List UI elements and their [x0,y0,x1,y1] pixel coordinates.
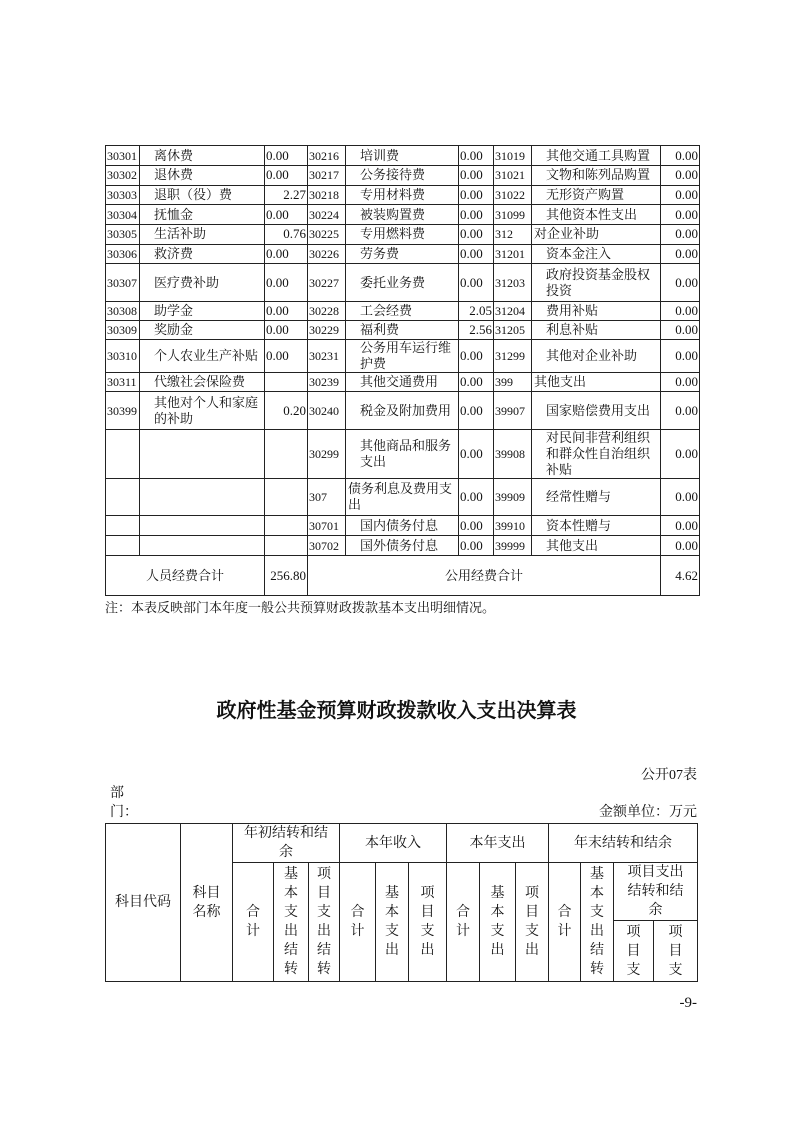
table-row [106,373,700,392]
personnel-amount: 0.20 [265,392,308,430]
public-amount: 0.00 [459,205,494,225]
capital-code: 312 [494,225,532,245]
personnel-name: 其他对个人和家庭的补助 [140,392,265,430]
public-name: 国外债务付息 [346,536,459,556]
header-income-total: 合计 [340,863,376,982]
capital-name: 其他支出 [532,373,661,392]
header-code: 科目代码 [106,824,181,982]
personnel-code: 30303 [106,185,140,205]
capital-code: 31022 [494,185,532,205]
capital-name: 其他资本性支出 [532,205,661,225]
capital-code: 39999 [494,536,532,556]
public-code: 30228 [308,302,346,321]
capital-name: 文物和陈列品购置 [532,166,661,186]
personnel-name: 助学金 [140,302,265,321]
header-opening-project: 项目支出结转 [309,863,340,982]
public-name: 培训费 [346,146,459,166]
table-row [106,146,700,166]
personnel-amount: 0.00 [265,205,308,225]
capital-code: 31204 [494,302,532,321]
public-name: 专用燃料费 [346,225,459,245]
header-closing-total: 合计 [549,863,581,982]
personnel-amount: 2.27 [265,185,308,205]
total-row [106,556,700,596]
personnel-code: 30309 [106,321,140,340]
personnel-name [140,430,265,479]
public-code: 30216 [308,146,346,166]
public-code: 307 [308,479,346,516]
personnel-name [140,516,265,536]
personnel-amount [265,516,308,536]
department-label: 部 [110,786,124,801]
public-code: 30227 [308,264,346,302]
personnel-code: 30311 [106,373,140,392]
public-name: 工会经费 [346,302,459,321]
capital-name: 利息补贴 [532,321,661,340]
capital-amount: 0.00 [661,166,700,186]
public-code: 30229 [308,321,346,340]
table-row [106,516,700,536]
personnel-code [106,430,140,479]
table-row [106,321,700,340]
public-name: 公务接待费 [346,166,459,186]
public-amount: 0.00 [459,264,494,302]
public-name: 税金及附加费用 [346,392,459,430]
public-amount: 0.00 [459,166,494,186]
public-name: 债务利息及费用支出 [346,479,459,516]
personnel-amount: 0.00 [265,264,308,302]
capital-amount: 0.00 [661,244,700,264]
personnel-code: 30301 [106,146,140,166]
public-name: 其他商品和服务支出 [346,430,459,479]
fund-table-header [105,823,698,982]
public-name: 委托业务费 [346,264,459,302]
capital-name: 其他支出 [532,536,661,556]
personnel-code: 30306 [106,244,140,264]
capital-code: 39907 [494,392,532,430]
header-expense: 本年支出 [447,824,549,863]
capital-amount: 0.00 [661,536,700,556]
capital-code: 31201 [494,244,532,264]
public-amount: 0.00 [459,185,494,205]
capital-code: 31205 [494,321,532,340]
header-expense-basic: 基本支出 [480,863,516,982]
capital-name: 政府投资基金股权投资 [532,264,661,302]
personnel-name: 救济费 [140,244,265,264]
capital-code: 39910 [494,516,532,536]
public-name: 专用材料费 [346,185,459,205]
capital-amount: 0.00 [661,430,700,479]
personnel-total-value: 256.80 [265,556,308,596]
public-name: 公务用车运行维护费 [346,340,459,373]
personnel-name: 退休费 [140,166,265,186]
personnel-amount: 0.00 [265,340,308,373]
capital-name: 无形资产购置 [532,185,661,205]
public-code: 30224 [308,205,346,225]
capital-amount: 0.00 [661,225,700,245]
capital-amount: 0.00 [661,373,700,392]
public-amount: 0.00 [459,479,494,516]
capital-code: 31299 [494,340,532,373]
public-amount: 0.00 [459,244,494,264]
personnel-code: 30305 [106,225,140,245]
department-label-cont: 门： [110,805,138,820]
table-row [106,536,700,556]
table-row [106,479,700,516]
capital-code: 39908 [494,430,532,479]
personnel-name: 退职（役）费 [140,185,265,205]
public-amount: 0.00 [459,146,494,166]
header-opening-total: 合计 [233,863,274,982]
public-code: 30225 [308,225,346,245]
header-expense-total: 合计 [447,863,480,982]
personnel-name [140,479,265,516]
capital-name: 资本金注入 [532,244,661,264]
capital-amount: 0.00 [661,302,700,321]
personnel-amount: 0.00 [265,146,308,166]
personnel-amount: 0.00 [265,321,308,340]
public-code: 30231 [308,340,346,373]
public-amount: 0.00 [459,373,494,392]
capital-code: 39909 [494,479,532,516]
personnel-code: 30302 [106,166,140,186]
public-name: 其他交通费用 [346,373,459,392]
table-note: 注：本表反映部门本年度一般公共预算财政拨款基本支出明细情况。 [105,600,496,615]
public-amount: 2.05 [459,302,494,321]
personnel-name: 代缴社会保险费 [140,373,265,392]
page-number: -9- [679,995,697,1011]
personnel-amount [265,373,308,392]
public-amount: 0.00 [459,392,494,430]
capital-amount: 0.00 [661,264,700,302]
public-amount: 0.00 [459,225,494,245]
capital-amount: 0.00 [661,321,700,340]
capital-amount: 0.00 [661,205,700,225]
public-name: 劳务费 [346,244,459,264]
header-income: 本年收入 [340,824,447,863]
table-row [106,340,700,373]
capital-code: 31203 [494,264,532,302]
capital-name: 其他交通工具购置 [532,146,661,166]
header-closing-project: 项目支出结转和结余 [614,863,698,921]
public-amount: 2.56 [459,321,494,340]
capital-name: 对民间非营利组织和群众性自治组织补贴 [532,430,661,479]
personnel-amount [265,536,308,556]
public-code: 30240 [308,392,346,430]
public-amount: 0.00 [459,516,494,536]
personnel-name: 医疗费补助 [140,264,265,302]
table-row [106,430,700,479]
personnel-code: 30399 [106,392,140,430]
capital-code: 31021 [494,166,532,186]
personnel-code: 30308 [106,302,140,321]
personnel-name: 奖励金 [140,321,265,340]
personnel-amount: 0.76 [265,225,308,245]
capital-name: 对企业补助 [532,225,661,245]
personnel-name: 离休费 [140,146,265,166]
capital-amount: 0.00 [661,479,700,516]
personnel-amount: 0.00 [265,244,308,264]
public-code: 30702 [308,536,346,556]
header-opening: 年初结转和结余 [233,824,340,863]
personnel-code [106,536,140,556]
personnel-code [106,479,140,516]
capital-code: 399 [494,373,532,392]
header-income-basic: 基本支出 [376,863,409,982]
public-code: 30226 [308,244,346,264]
public-name: 被装购置费 [346,205,459,225]
capital-amount: 0.00 [661,516,700,536]
capital-name: 经常性赠与 [532,479,661,516]
header-closing-basic: 基本支出结转 [581,863,614,982]
personnel-code [106,516,140,536]
public-code: 30299 [308,430,346,479]
public-amount: 0.00 [459,536,494,556]
public-total-label: 公用经费合计 [308,556,661,596]
capital-code: 31099 [494,205,532,225]
header-expense-project: 项目支出 [516,863,549,982]
personnel-code: 30304 [106,205,140,225]
personnel-amount [265,479,308,516]
personnel-amount: 0.00 [265,166,308,186]
capital-name: 资本性赠与 [532,516,661,536]
table-row [106,244,700,264]
personnel-name: 个人农业生产补贴 [140,340,265,373]
capital-amount: 0.00 [661,185,700,205]
table-row [106,225,700,245]
header-income-project: 项目支出 [409,863,447,982]
table-row [106,185,700,205]
personnel-name: 抚恤金 [140,205,265,225]
fund-table-title: 政府性基金预算财政拨款收入支出决算表 [216,700,577,722]
capital-code: 31019 [494,146,532,166]
header-closing: 年末结转和结余 [549,824,698,863]
table-row [106,205,700,225]
amount-unit: 金额单位：万元 [599,805,697,820]
personnel-total-label: 人员经费合计 [106,556,265,596]
personnel-amount: 0.00 [265,302,308,321]
public-name: 福利费 [346,321,459,340]
header-opening-basic: 基本支出结转 [274,863,309,982]
basic-expense-table [105,145,700,596]
header-closing-project-1: 项目支 [614,921,654,982]
table-row [106,392,700,430]
capital-name: 国家赔偿费用支出 [532,392,661,430]
table-number: 公开07表 [641,768,697,783]
capital-name: 费用补贴 [532,302,661,321]
capital-name: 其他对企业补助 [532,340,661,373]
personnel-amount [265,430,308,479]
header-name: 科目名称 [181,824,233,982]
capital-amount: 0.00 [661,340,700,373]
personnel-name: 生活补助 [140,225,265,245]
public-code: 30218 [308,185,346,205]
table-row [106,302,700,321]
personnel-code: 30310 [106,340,140,373]
public-name: 国内债务付息 [346,516,459,536]
table-row [106,264,700,302]
public-code: 30239 [308,373,346,392]
public-total-value: 4.62 [661,556,700,596]
capital-amount: 0.00 [661,146,700,166]
public-amount: 0.00 [459,430,494,479]
header-closing-project-2: 项目支 [654,921,698,982]
public-code: 30217 [308,166,346,186]
capital-amount: 0.00 [661,392,700,430]
public-code: 30701 [308,516,346,536]
public-amount: 0.00 [459,340,494,373]
table-row [106,166,700,186]
personnel-name [140,536,265,556]
personnel-code: 30307 [106,264,140,302]
